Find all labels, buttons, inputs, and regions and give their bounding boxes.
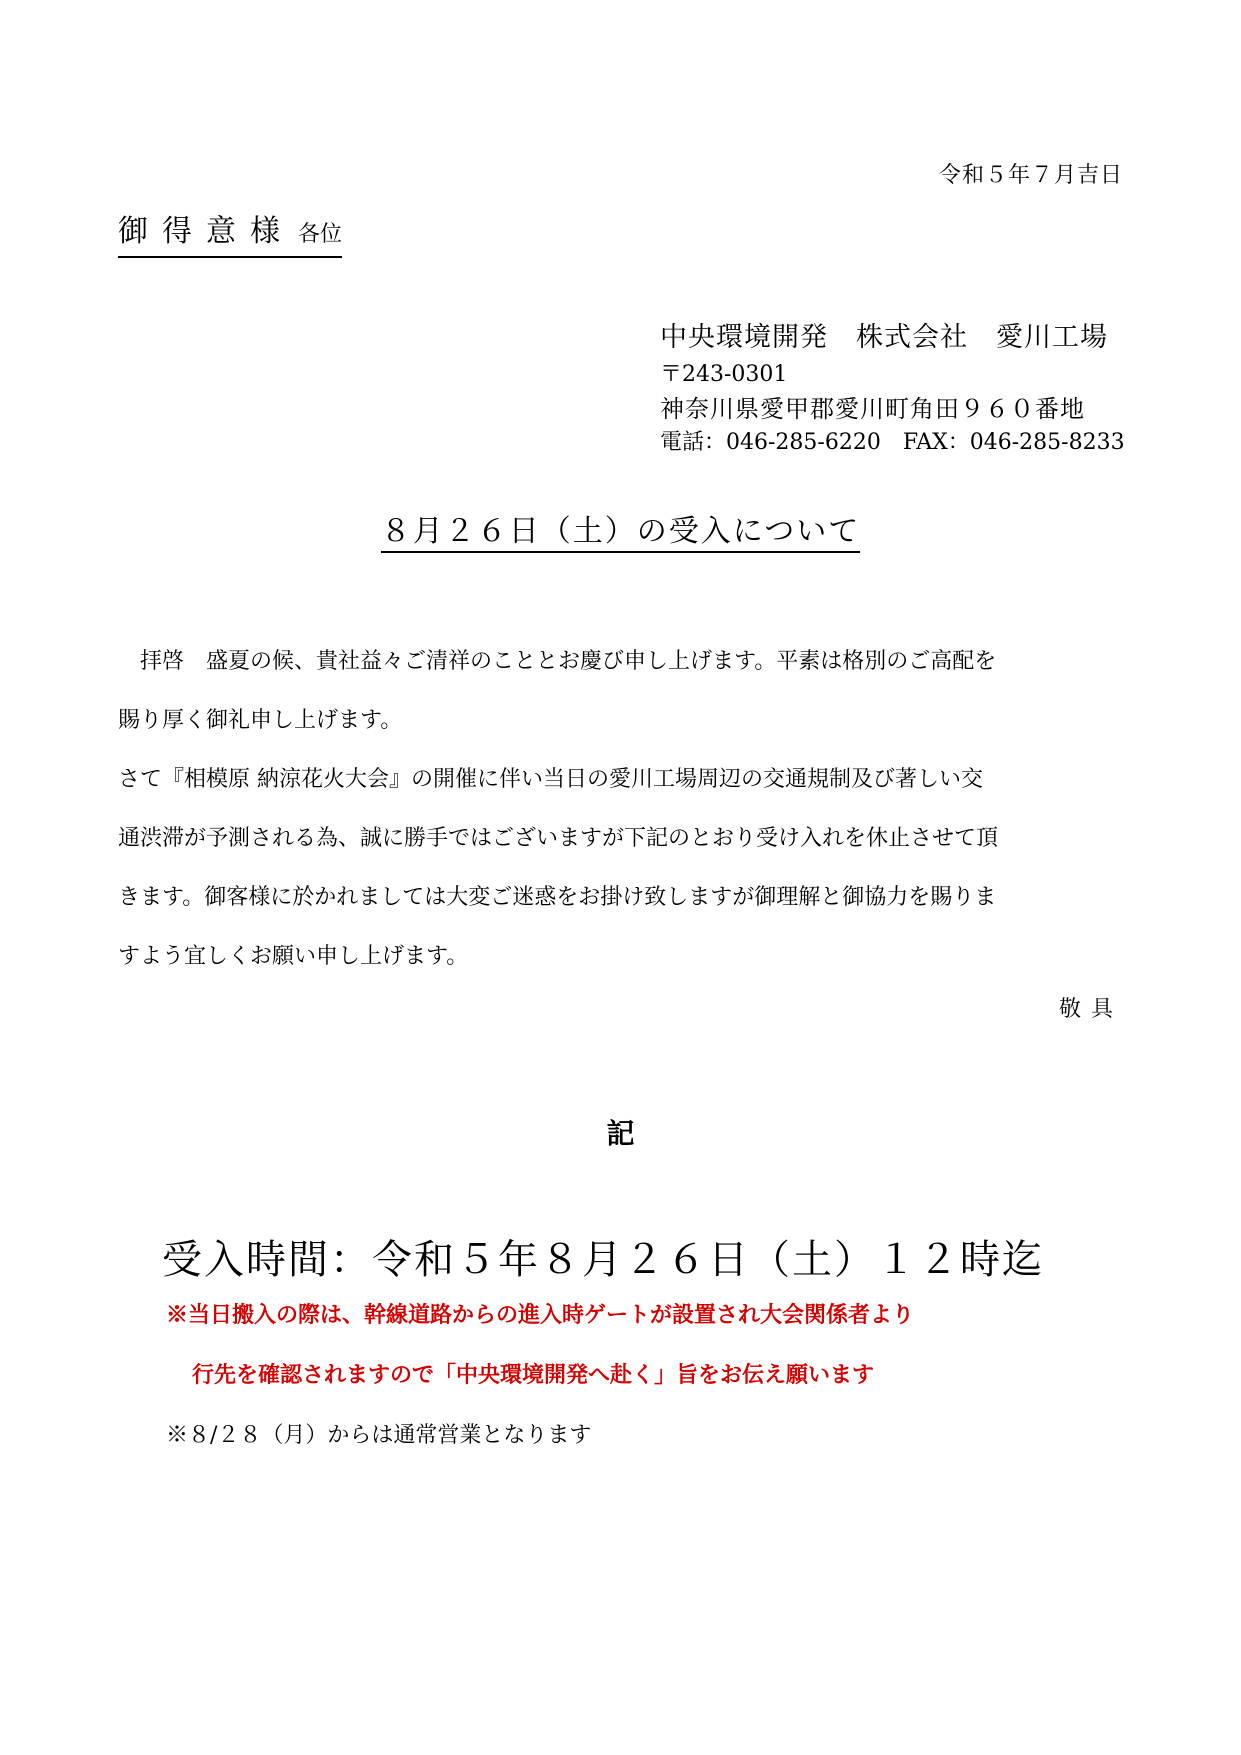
acceptance-time-headline: 受入時間：令和５年８月２６日（土）１２時迄 — [162, 1237, 1044, 1283]
body-line: さて『相模原 納涼花火大会』の開催に伴い当日の愛川工場周辺の交通規制及び著しい交 — [118, 767, 983, 792]
document-date: 令和５年７月吉日 — [938, 163, 1123, 188]
sender-block — [660, 318, 1125, 460]
warning-note-line-2: 行先を確認されますので「中央環境開発へ赴く」旨をお伝え願います — [192, 1362, 875, 1388]
addressee — [118, 214, 342, 258]
body-line: 賜り厚く御礼申し上げます。 — [118, 708, 403, 733]
closing-phrase: 敬具 — [1058, 997, 1123, 1022]
document-subject — [0, 512, 1241, 552]
sender-contact: 電話：046-285-6220 FAX：046-285-8233 — [660, 430, 1125, 455]
sender-company: 中央環境開発 株式会社 愛川工場 — [660, 322, 1108, 353]
warning-note-line-1: ※当日搬入の際は、幹線道路からの進入時ゲートが設置され大会関係者より — [166, 1302, 915, 1328]
body-text — [118, 632, 1128, 986]
addressee-name: 御得意様 — [118, 214, 294, 249]
body-line: すよう宜しくお願い申し上げます。 — [118, 944, 469, 969]
addressee-suffix: 各位 — [298, 222, 343, 247]
sender-postal-code: 〒243-0301 — [660, 362, 788, 387]
subject-text: ８月２６日（土）の受入について — [381, 514, 860, 553]
body-line: 拝啓 盛夏の候、貴社益々ご清祥のこととお慶び申し上げます。平素は格別のご高配を — [118, 649, 997, 674]
sender-address: 神奈川県愛甲郡愛川町角田９６０番地 — [660, 395, 1085, 423]
ki-heading: 記 — [606, 1117, 635, 1150]
body-line: 通渋滞が予測される為、誠に勝手ではございますが下記のとおり受け入れを休止させて頂 — [118, 826, 999, 851]
resume-note: ※８/２８（月）からは通常営業となります — [166, 1423, 592, 1448]
body-line: きます。御客様に於かれましては大変ご迷惑をお掛け致しますが御理解と御協力を賜りま — [118, 885, 997, 910]
